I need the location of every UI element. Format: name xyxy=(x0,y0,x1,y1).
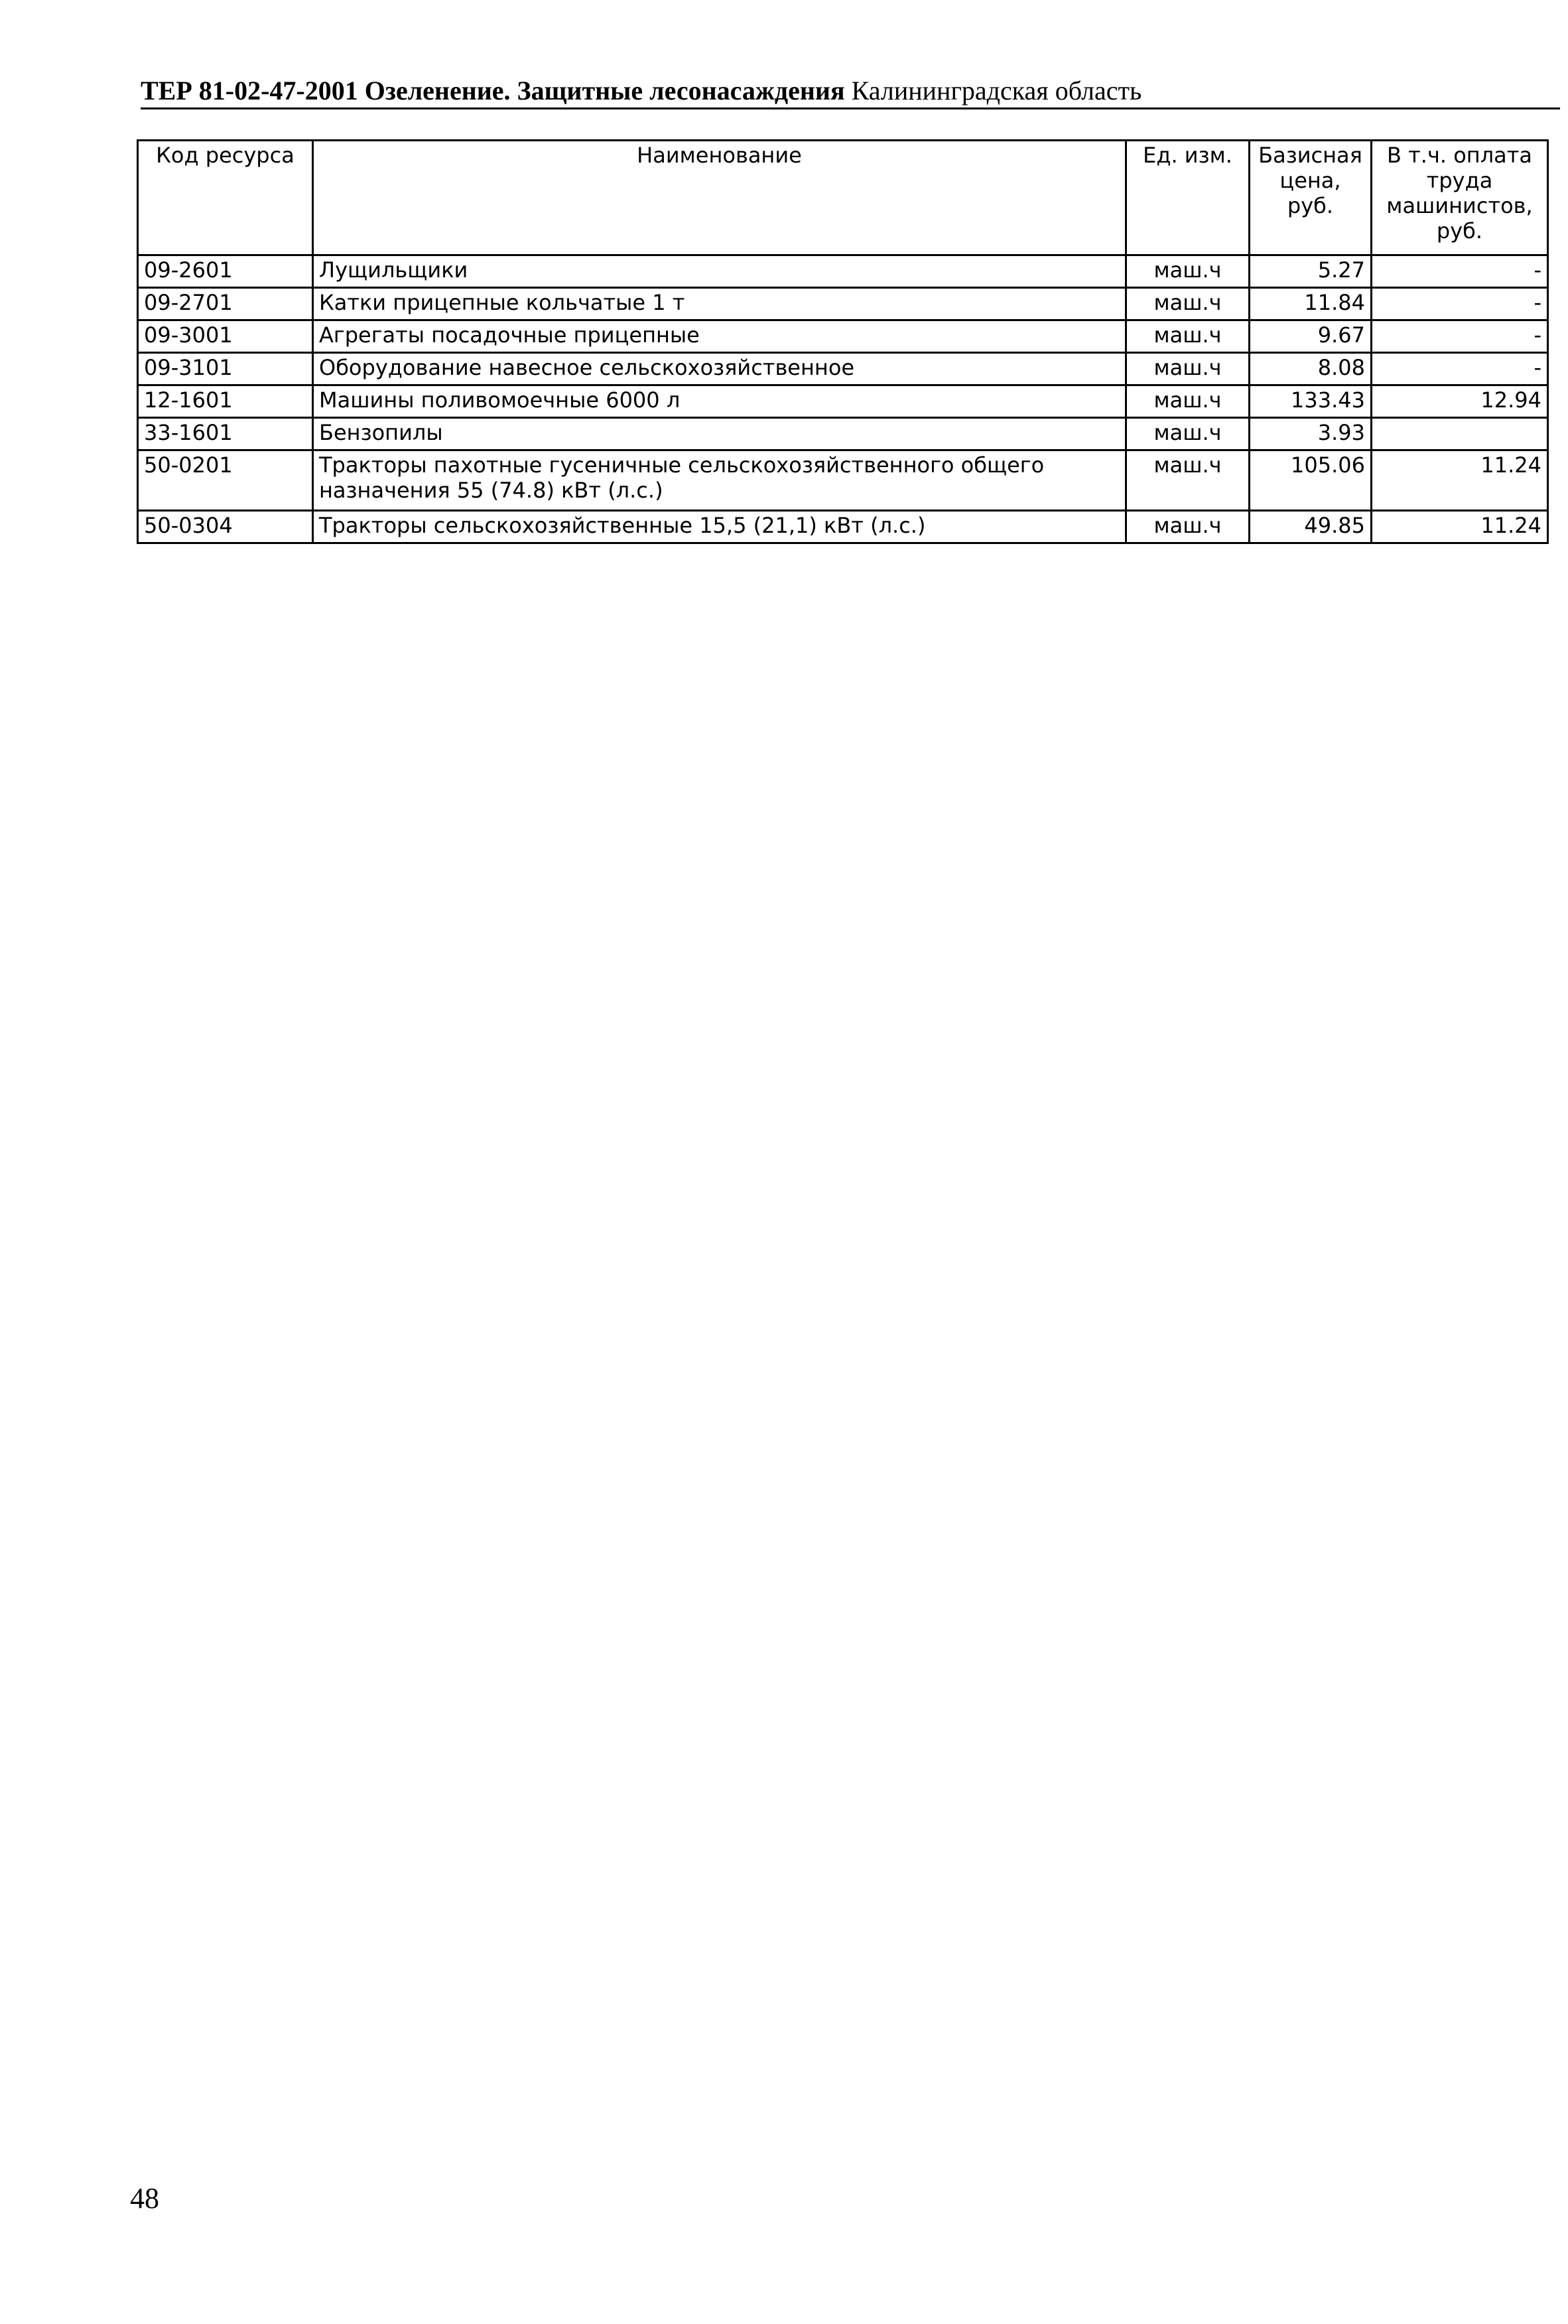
cell-name: Тракторы пахотные гусеничные сельскохозяйственного общего назначения 55 (74.8) кВт (л.с.) xyxy=(313,450,1126,511)
cell-wage: - xyxy=(1372,353,1548,385)
table-row xyxy=(138,385,1548,418)
table-row xyxy=(138,320,1548,353)
cell-wage xyxy=(1372,418,1548,450)
table-row xyxy=(138,450,1548,511)
cell-code: 12-1601 xyxy=(138,385,313,418)
cell-name: Тракторы сельскохозяйственные 15,5 (21,1) кВт (л.с.) xyxy=(313,511,1126,543)
cell-price: 11.84 xyxy=(1250,288,1372,320)
cell-price: 8.08 xyxy=(1250,353,1372,385)
cell-price: 3.93 xyxy=(1250,418,1372,450)
cell-wage: 11.24 xyxy=(1372,511,1548,543)
cell-unit: маш.ч xyxy=(1126,385,1250,418)
cell-price: 49.85 xyxy=(1250,511,1372,543)
column-header-price: Базисная цена, руб. xyxy=(1250,141,1372,255)
cell-name: Лущильщики xyxy=(313,255,1126,288)
table-row xyxy=(138,418,1548,450)
table-row xyxy=(138,353,1548,385)
cell-unit: маш.ч xyxy=(1126,418,1250,450)
cell-price: 105.06 xyxy=(1250,450,1372,511)
cell-name: Агрегаты посадочные прицепные xyxy=(313,320,1126,353)
cell-name: Катки прицепные кольчатые 1 т xyxy=(313,288,1126,320)
cell-wage: - xyxy=(1372,320,1548,353)
cell-unit: маш.ч xyxy=(1126,450,1250,511)
cell-unit: маш.ч xyxy=(1126,255,1250,288)
region-name: Калининградская область xyxy=(851,76,1142,105)
table-row xyxy=(138,288,1548,320)
table-row xyxy=(138,511,1548,543)
column-header-code: Код ресурса xyxy=(138,141,313,255)
cell-price: 5.27 xyxy=(1250,255,1372,288)
document-title: ТЕР 81-02-47-2001 Озеленение. Защитные лесонасаждения xyxy=(141,76,845,105)
cell-unit: маш.ч xyxy=(1126,511,1250,543)
page-number: 48 xyxy=(130,2182,159,2215)
cell-wage: 12.94 xyxy=(1372,385,1548,418)
table-header-row xyxy=(138,141,1548,255)
cell-name: Оборудование навесное сельскохозяйственное xyxy=(313,353,1126,385)
resource-price-table xyxy=(137,139,1549,544)
cell-code: 33-1601 xyxy=(138,418,313,450)
cell-wage: 11.24 xyxy=(1372,450,1548,511)
cell-wage: - xyxy=(1372,255,1548,288)
cell-price: 133.43 xyxy=(1250,385,1372,418)
cell-wage: - xyxy=(1372,288,1548,320)
cell-name: Бензопилы xyxy=(313,418,1126,450)
page-header xyxy=(141,74,1560,109)
cell-name: Машины поливомоечные 6000 л xyxy=(313,385,1126,418)
cell-price: 9.67 xyxy=(1250,320,1372,353)
cell-unit: маш.ч xyxy=(1126,288,1250,320)
table-row xyxy=(138,255,1548,288)
column-header-unit: Ед. изм. xyxy=(1126,141,1250,255)
cell-code: 50-0304 xyxy=(138,511,313,543)
cell-unit: маш.ч xyxy=(1126,320,1250,353)
cell-code: 50-0201 xyxy=(138,450,313,511)
cell-code: 09-2701 xyxy=(138,288,313,320)
cell-code: 09-2601 xyxy=(138,255,313,288)
column-header-wage: В т.ч. оплата труда машинистов, руб. xyxy=(1372,141,1548,255)
cell-code: 09-3101 xyxy=(138,353,313,385)
column-header-name: Наименование xyxy=(313,141,1126,255)
cell-unit: маш.ч xyxy=(1126,353,1250,385)
cell-code: 09-3001 xyxy=(138,320,313,353)
